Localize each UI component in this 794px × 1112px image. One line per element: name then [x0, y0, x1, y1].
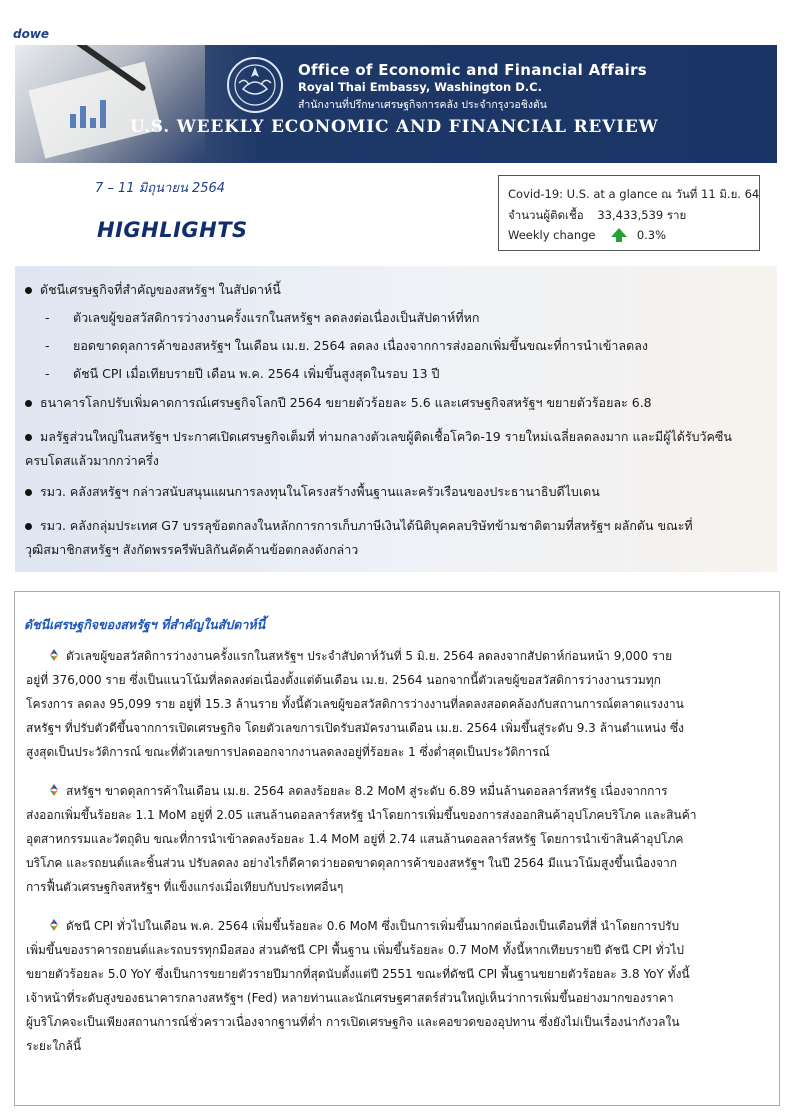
- highlight-subitem: - ยอดขาดดุลการค้าของสหรัฐฯ ในเดือน เม.ย. 2564 ลดลง เนื่องจากการส่งออกเพิ่มขึ้นขณะที่การนำเข้าลดลง: [45, 338, 648, 353]
- article-paragraph-line: เพิ่มขึ้นของราคารถยนต์และรถบรรทุกมือสอง ส่วนดัชนี CPI พื้นฐาน เพิ่มขึ้นร้อยละ 0.7 MoM ทั้งนี้หากเทียบรายปี ดัชนี CPI ทั่วไป: [26, 943, 685, 957]
- covid-cases-label: จำนวนผู้ติดเชื้อ: [508, 208, 584, 222]
- highlight-item: รมว. คลังกลุ่มประเทศ G7 บรรลุข้อตกลงในหลักการการเก็บภาษีเงินได้นิติบุคคลบริษัทข้ามชาติตามที่สหรัฐฯ ผลักดัน ขณะที่: [25, 516, 693, 536]
- article-paragraph-line: ระยะใกล้นี้: [26, 1039, 82, 1053]
- covid-header: Covid-19: U.S. at a glance ณ วันที่ 11 มิ.ย. 64: [508, 187, 760, 201]
- highlight-item: รมว. คลังสหรัฐฯ กล่าวสนับสนุนแผนการลงทุนในโครงสร้างพื้นฐานและครัวเรือนของประธานาธิบดีไบเดน: [25, 482, 600, 502]
- article-paragraph-line: อุตสาหกรรมและวัตถุดิบ ขณะที่การนำเข้าลดลงร้อยละ 1.4 MoM อยู่ที่ 2.74 แสนล้านดอลลาร์สหรัฐ โดยการนำเข้าสินค้าอุปโภค: [26, 832, 684, 846]
- bullet-arrow-icon: [48, 919, 60, 931]
- article-paragraph-line: อยู่ที่ 376,000 ราย ซึ่งเป็นแนวโน้มที่ลดลงต่อเนื่องตั้งแต่ต้นเดือน เม.ย. 2564 นอกจากนี้ตัวเลขผู้ขอสวัสดิการว่างงานรวมทุก: [26, 673, 661, 687]
- highlight-subitem: - ตัวเลขผู้ขอสวัสดิการว่างงานครั้งแรกในสหรัฐฯ ลดลงต่อเนื่องเป็นสัปดาห์ที่หก: [45, 310, 480, 325]
- article-paragraph-line: ผู้บริโภคจะเป็นเพียงสถานการณ์ชั่วคราวเนื่องจากฐานที่ต่ำ การเปิดเศรษฐกิจ และคอขวดของอุปทาน ซึ่งยังไม่เป็นเรื่องน่ากังวลใน: [26, 1015, 680, 1029]
- bullet-arrow-icon: [48, 649, 60, 661]
- article-paragraph-line: ส่งออกเพิ่มขึ้นร้อยละ 1.1 MoM อยู่ที่ 2.05 แสนล้านดอลลาร์สหรัฐ นำโดยการเพิ่มขึ้นของการส่งออกสินค้าอุปโภคบริโภค และสินค้า: [26, 808, 697, 822]
- report-banner: [15, 45, 777, 163]
- article-paragraph-line: ตัวเลขผู้ขอสวัสดิการว่างงานครั้งแรกในสหรัฐฯ ประจำสัปดาห์วันที่ 5 มิ.ย. 2564 ลดลงจากสัปดาห์ก่อนหน้า 9,000 ราย: [26, 647, 672, 666]
- covid-change-value: 0.3%: [636, 228, 667, 242]
- highlight-item: มลรัฐส่วนใหญ่ในสหรัฐฯ ประกาศเปิดเศรษฐกิจเต็มที่ ท่ามกลางตัวเลขผู้ติดเชื้อโควิด-19 รายใหม่เฉลี่ยลดลงมาก และมีผู้ได้รับวัคซีน: [25, 427, 732, 447]
- covid-cases-value: 33,433,539 ราย: [597, 208, 687, 222]
- highlight-item-continued: วุฒิสมาชิกสหรัฐฯ สังกัดพรรครีพับลิกันคัดค้านข้อตกลงดังกล่าว: [25, 542, 359, 557]
- highlight-item: ดัชนีเศรษฐกิจที่สำคัญของสหรัฐฯ ในสัปดาห์นี้: [25, 280, 281, 300]
- office-title: Office of Economic and Financial Affairs: [298, 61, 647, 79]
- article-box: [14, 591, 780, 1106]
- office-thai-name: สำนักงานที่ปรึกษาเศรษฐกิจการคลัง ประจำกรุงวอชิงตัน: [298, 99, 547, 111]
- report-date: 7 – 11 มิถุนายน 2564: [95, 181, 226, 196]
- up-arrow-icon: [611, 228, 627, 237]
- banner-photo: [15, 45, 205, 163]
- highlights-heading: HIGHLIGHTS: [97, 218, 248, 242]
- article-paragraph-line: การฟื้นตัวเศรษฐกิจสหรัฐฯ ที่แข็งแกร่งเมื่อเทียบกับประเทศอื่นๆ: [26, 880, 344, 894]
- highlight-item-continued: ครบโดสแล้วมากกว่าครึ่ง: [25, 453, 159, 468]
- office-subtitle: Royal Thai Embassy, Washington D.C.: [298, 80, 542, 94]
- review-title: U.S. WEEKLY ECONOMIC AND FINANCIAL REVIEW: [130, 117, 659, 137]
- article-paragraph-line: เจ้าหน้าที่ระดับสูงของธนาคารกลางสหรัฐฯ (Fed) หลายท่านและนักเศรษฐศาสตร์ส่วนใหญ่เห็นว่าการเพิ่มขึ้นอย่างมากของราคา: [26, 991, 674, 1005]
- highlight-subitem: - ดัชนี CPI เมื่อเทียบรายปี เดือน พ.ค. 2564 เพิ่มขึ้นสูงสุดในรอบ 13 ปี: [45, 366, 440, 381]
- covid-cases-row: [508, 207, 686, 225]
- article-paragraph-line: ขยายตัวร้อยละ 5.0 YoY ซึ่งเป็นการขยายตัวรายปีมากที่สุดนับตั้งแต่ปี 2551 ขณะที่ดัชนี CPI พื้นฐานขยายตัวร้อยละ 3.8 YoY ทั้งนี้: [26, 967, 690, 981]
- highlight-item: ธนาคารโลกปรับเพิ่มคาดการณ์เศรษฐกิจโลกปี 2564 ขยายตัวร้อยละ 5.6 และเศรษฐกิจสหรัฐฯ ขยายตัวร้อยละ 6.8: [25, 393, 652, 413]
- article-paragraph-line: โครงการ ลดลง 95,099 ราย อยู่ที่ 15.3 ล้านราย ทั้งนี้ตัวเลขผู้ขอสวัสดิการว่างงานที่ลดลงสอดคล้องกับสถานการณ์ตลาดแรงงาน: [26, 697, 684, 711]
- covid-glance-box: [498, 175, 760, 251]
- article-paragraph-line: สูงสุดเป็นประวัติการณ์ ขณะที่ตัวเลขการปลดออกจากงานลดลงอยู่ที่ร้อยละ 1 ซึ่งต่ำสุดเป็นประวัติการณ์: [26, 745, 550, 759]
- article-paragraph-line: สหรัฐฯ ขาดดุลการค้าในเดือน เม.ย. 2564 ลดลงร้อยละ 8.2 MoM สู่ระดับ 6.89 หมื่นล้านดอลลาร์สหรัฐ เนื่องจากการ: [26, 782, 668, 801]
- header-watermark: dowe: [13, 27, 50, 41]
- covid-change-row: [508, 228, 666, 242]
- article-paragraph-line: บริโภค และรถยนต์และชิ้นส่วน ปรับลดลง อย่างไรก็ดีคาดว่ายอดขาดดุลการค้าของสหรัฐฯ ในปี 2564 มีแนวโน้มสูงขึ้นเนื่องจาก: [26, 856, 677, 870]
- covid-change-label: Weekly change: [508, 228, 596, 242]
- article-paragraph-line: สหรัฐฯ ที่ปรับตัวดีขึ้นจากการเปิดเศรษฐกิจ โดยตัวเลขการเปิดรับสมัครงานเดือน เม.ย. 2564 เพิ่มขึ้นสู่ระดับ 9.3 ล้านตำแหน่ง ซึ่ง: [26, 721, 684, 735]
- royal-seal-icon: [225, 55, 285, 115]
- article-title: ดัชนีเศรษฐกิจของสหรัฐฯ ที่สำคัญในสัปดาห์นี้: [24, 617, 266, 632]
- bullet-arrow-icon: [48, 784, 60, 796]
- highlights-box: [15, 266, 777, 572]
- article-paragraph-line: ดัชนี CPI ทั่วไปในเดือน พ.ค. 2564 เพิ่มขึ้นร้อยละ 0.6 MoM ซึ่งเป็นการเพิ่มขึ้นมากต่อเนื่องเป็นเดือนที่สี่ นำโดยการปรับ: [26, 917, 679, 936]
